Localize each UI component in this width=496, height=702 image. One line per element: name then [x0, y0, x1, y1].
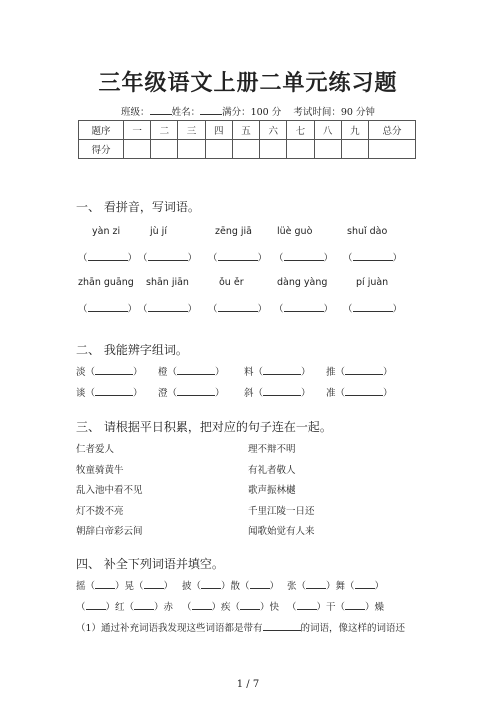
score-header-cell: 九	[341, 121, 368, 140]
score-header-cell: 总分	[369, 121, 416, 140]
answer-blank[interactable]: （ ）	[274, 304, 334, 315]
answer-line[interactable]	[263, 622, 301, 631]
score-cell[interactable]	[178, 140, 205, 159]
word-group-item[interactable]: 橙（ ）	[158, 367, 225, 378]
section2-heading: 二、 我能辨字组词。	[76, 343, 188, 357]
answer-blank[interactable]: （ ）	[78, 253, 138, 264]
pinyin-item: dàng yàng	[277, 277, 328, 288]
score-table-score-row	[79, 140, 416, 159]
score-cell[interactable]	[205, 140, 232, 159]
score-table	[78, 120, 416, 159]
pinyin-item: shuǐ dào	[347, 226, 388, 237]
score-row-label: 得分	[79, 140, 124, 159]
score-header-cell: 一	[124, 121, 151, 140]
score-cell[interactable]	[260, 140, 287, 159]
score-header-cell: 七	[287, 121, 314, 140]
score-table-header-row	[79, 121, 416, 140]
answer-blank[interactable]: （ ）	[343, 304, 403, 315]
pinyin-item: yàn zi	[92, 226, 121, 237]
fill-word-group[interactable]: （ ）红（ ）赤	[76, 602, 174, 613]
fill-word-group[interactable]: 披（ ）散（ ）	[182, 581, 280, 592]
word-group-item[interactable]: 准（ ）	[326, 388, 393, 399]
answer-blank[interactable]: （ ）	[208, 253, 268, 264]
score-cell[interactable]	[287, 140, 314, 159]
match-right-item[interactable]: 千里江陵一日还	[248, 506, 315, 517]
pinyin-item: lüè guò	[277, 226, 313, 237]
score-header-cell: 五	[232, 121, 259, 140]
score-cell[interactable]	[151, 140, 178, 159]
answer-blank[interactable]: （ ）	[78, 304, 138, 315]
score-header-cell: 四	[205, 121, 232, 140]
pinyin-item: jù jí	[150, 226, 167, 237]
pinyin-item: shān jiān	[146, 277, 189, 288]
score-header-cell: 题序	[79, 121, 124, 140]
match-right-item[interactable]: 有礼者敬人	[248, 465, 296, 476]
name-label: 姓名：	[171, 107, 201, 118]
page-number: 1 / 7	[236, 679, 260, 690]
full-score: 满分：100 分	[222, 107, 282, 118]
page-title: 三年级语文上册二单元练习题	[98, 70, 398, 96]
section3-heading: 三、 请根据平日积累，把对应的句子连在一起。	[76, 420, 332, 434]
answer-blank[interactable]: （ ）	[138, 253, 198, 264]
pinyin-item: zhān guāng	[78, 277, 134, 288]
word-group-item[interactable]: 斜（ ）	[244, 388, 311, 399]
pinyin-item: pí juàn	[356, 277, 389, 288]
match-left-item[interactable]: 仁者爱人	[76, 444, 115, 455]
score-cell[interactable]	[341, 140, 368, 159]
word-group-item[interactable]: 淡（ ）	[76, 367, 143, 378]
pinyin-item: zēng jiā	[215, 226, 253, 237]
exam-time: 考试时间：90 分钟	[293, 107, 375, 118]
score-cell[interactable]	[369, 140, 416, 159]
match-left-item[interactable]: 灯不拨不亮	[76, 506, 124, 517]
score-header-cell: 八	[314, 121, 341, 140]
match-right-item[interactable]: 闻歌始觉有人来	[248, 526, 315, 537]
section1-heading: 一、 看拼音，写词语。	[76, 200, 200, 214]
word-group-item[interactable]: 推（ ）	[326, 367, 393, 378]
pinyin-item: ǒu ěr	[219, 277, 244, 288]
answer-blank[interactable]: （ ）	[208, 304, 268, 315]
fill-word-group[interactable]: 摇（ ）晃（ ）	[76, 581, 174, 592]
word-group-item[interactable]: 料（ ）	[244, 367, 311, 378]
answer-blank[interactable]: （ ）	[274, 253, 334, 264]
match-left-item[interactable]: 朝辞白帝彩云间	[76, 526, 143, 537]
match-left-item[interactable]: 牧童骑黄牛	[76, 465, 124, 476]
score-header-cell: 二	[151, 121, 178, 140]
fill-word-group[interactable]: （ ）疾（ ）快	[182, 602, 280, 613]
match-left-item[interactable]: 乱入池中看不见	[76, 485, 143, 496]
score-cell[interactable]	[232, 140, 259, 159]
question-text: （1）通过补充词语我发现这些词语都是带有 的词语，像这样的词语还	[76, 623, 406, 634]
answer-blank[interactable]: （ ）	[138, 304, 198, 315]
score-header-cell: 三	[178, 121, 205, 140]
match-right-item[interactable]: 理不辩不明	[248, 444, 296, 455]
name-blank	[200, 105, 222, 115]
score-cell[interactable]	[314, 140, 341, 159]
fill-word-group[interactable]: 张（ ）舞（ ）	[287, 581, 385, 592]
class-label: 班级：	[121, 107, 150, 118]
section4-heading: 四、 补全下列词语并填空。	[76, 557, 224, 571]
fill-word-group[interactable]: （ ）干（ ）燥	[287, 602, 385, 613]
match-right-item[interactable]: 歌声振林樾	[248, 485, 296, 496]
word-group-item[interactable]: 澄（ ）	[158, 388, 225, 399]
score-header-cell: 六	[260, 121, 287, 140]
score-cell[interactable]	[124, 140, 151, 159]
word-group-item[interactable]: 谈（ ）	[76, 388, 143, 399]
exam-info	[0, 104, 496, 118]
answer-blank[interactable]: （ ）	[343, 253, 403, 264]
class-blank	[150, 105, 172, 115]
